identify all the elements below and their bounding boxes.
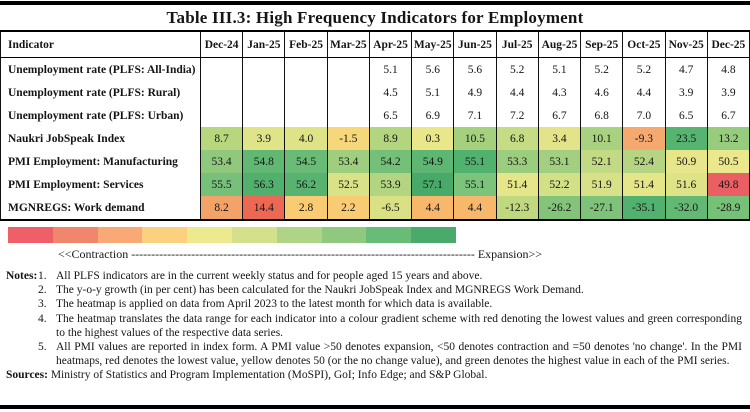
header-month: Sep-25 [580, 32, 622, 57]
data-cell: 6.8 [496, 127, 538, 150]
legend-swatch [53, 227, 98, 243]
data-cell: 53.4 [200, 150, 242, 173]
header-month: Jun-25 [453, 32, 495, 57]
data-cell: 3.9 [665, 81, 707, 104]
data-cell: 4.4 [496, 81, 538, 104]
note-item [38, 269, 742, 283]
data-cell: 4.0 [284, 127, 326, 150]
data-cell: 54.9 [411, 150, 453, 173]
data-cell: 54.2 [369, 150, 411, 173]
data-cell: 5.1 [369, 58, 411, 81]
data-cell: 4.4 [411, 196, 453, 219]
legend-swatch [187, 227, 232, 243]
data-cell: 4.9 [453, 81, 495, 104]
table-title: Table III.3: High Frequency Indicators for Employment [166, 8, 584, 27]
legend-strip [8, 227, 456, 243]
data-cell: 52.2 [538, 173, 580, 196]
data-cell: 50.9 [665, 150, 707, 173]
data-cell: 6.5 [665, 104, 707, 127]
data-cell: 52.4 [622, 150, 664, 173]
data-cell: -27.1 [580, 196, 622, 219]
bottom-rule [0, 405, 750, 409]
data-cell: 6.7 [707, 104, 749, 127]
header-month: Aug-25 [538, 32, 580, 57]
top-rule [0, 1, 750, 5]
data-cell: 51.9 [580, 173, 622, 196]
data-cell: 2.8 [284, 196, 326, 219]
data-cell [327, 104, 369, 127]
notes-label: Notes: [6, 270, 38, 282]
header-month: Dec-24 [200, 32, 242, 57]
note-text: The y-o-y growth (in per cent) has been calculated for the Naukri JobSpeak Index and MGNREGS Work Demand. [56, 284, 584, 297]
data-cell [200, 104, 242, 127]
note-item [38, 297, 742, 311]
note-number: 5. [38, 341, 47, 354]
data-cell: 4.7 [665, 58, 707, 81]
note-number: 4. [38, 312, 47, 325]
data-cell: 4.5 [369, 81, 411, 104]
data-cell: 7.2 [496, 104, 538, 127]
note-text: The heatmap translates the data range for each indicator into a colour gradient scheme with red denoting the lowest values and green corresponding to the highest values of the respective data series. [56, 312, 742, 339]
data-cell: 56.2 [284, 173, 326, 196]
data-cell: 52.5 [327, 173, 369, 196]
data-cell: 52.1 [580, 150, 622, 173]
table-row [0, 58, 750, 81]
note-item [38, 340, 742, 368]
sources-label: Sources: [6, 369, 48, 382]
data-cell: 53.9 [369, 173, 411, 196]
data-cell: 4.8 [707, 58, 749, 81]
data-cell: 23.5 [665, 127, 707, 150]
data-cell [327, 81, 369, 104]
data-cell: 6.8 [580, 104, 622, 127]
data-cell: 4.4 [453, 196, 495, 219]
data-cell [242, 58, 284, 81]
legend-swatch [277, 227, 322, 243]
data-cell: 4.3 [538, 81, 580, 104]
header-month: Jul-25 [496, 32, 538, 57]
row-label: PMI Employment: Services [1, 173, 200, 196]
table-row [0, 104, 750, 127]
header-month: Nov-25 [665, 32, 707, 57]
data-cell: -12.3 [496, 196, 538, 219]
header-month: Mar-25 [327, 32, 369, 57]
header-month: Feb-25 [284, 32, 326, 57]
data-cell: 3.9 [707, 81, 749, 104]
legend-swatch [366, 227, 411, 243]
table-row [0, 196, 750, 219]
data-cell: 49.8 [707, 173, 749, 196]
note-number: 3. [38, 298, 47, 311]
data-cell: 53.1 [538, 150, 580, 173]
data-cell: 10.5 [453, 127, 495, 150]
note-number: 1. [38, 270, 47, 282]
note-text: All PLFS indicators are in the current weekly status and for people aged 15 years and above. [56, 270, 483, 282]
data-cell [242, 81, 284, 104]
data-cell [284, 81, 326, 104]
header-month: Dec-25 [707, 32, 749, 57]
table-row [0, 173, 750, 196]
notes-list [6, 269, 742, 368]
data-cell: 5.1 [538, 58, 580, 81]
legend-swatch [98, 227, 143, 243]
data-cell: 14.4 [242, 196, 284, 219]
data-cell: 6.5 [369, 104, 411, 127]
header-indicator: Indicator [1, 32, 200, 57]
legend-swatch [411, 227, 456, 243]
data-cell [200, 81, 242, 104]
row-label: Naukri JobSpeak Index [1, 127, 200, 150]
data-cell: -32.0 [665, 196, 707, 219]
row-label: Unemployment rate (PLFS: All-India) [1, 58, 200, 81]
data-cell [200, 58, 242, 81]
data-cell: -26.2 [538, 196, 580, 219]
data-cell: 7.1 [453, 104, 495, 127]
header-month: Jan-25 [242, 32, 284, 57]
legend-caption: <<Contraction -------------------------------------------------------------------------------------- Expansion>> [58, 247, 543, 261]
data-cell: 4.6 [580, 81, 622, 104]
data-cell: 50.5 [707, 150, 749, 173]
data-cell: 3.9 [242, 127, 284, 150]
data-cell: 53.4 [327, 150, 369, 173]
table-row [0, 81, 750, 104]
data-cell [284, 58, 326, 81]
row-label: Unemployment rate (PLFS: Rural) [1, 81, 200, 104]
data-cell: 5.1 [411, 81, 453, 104]
row-label: Unemployment rate (PLFS: Urban) [1, 104, 200, 127]
table-header-row [0, 32, 750, 58]
sources-line [6, 368, 742, 382]
data-cell: 4.4 [622, 81, 664, 104]
data-cell: -6.5 [369, 196, 411, 219]
data-cell: 5.6 [453, 58, 495, 81]
row-label: PMI Employment: Manufacturing [1, 150, 200, 173]
data-cell: 8.9 [369, 127, 411, 150]
data-cell: 13.2 [707, 127, 749, 150]
data-cell: 51.4 [496, 173, 538, 196]
note-text: The heatmap is applied on data from April 2023 to the latest month for which data is available. [56, 298, 493, 311]
data-cell: 55.5 [200, 173, 242, 196]
indicator-table [0, 30, 750, 221]
data-cell: 5.2 [622, 58, 664, 81]
row-label: MGNREGS: Work demand [1, 196, 200, 219]
header-month: May-25 [411, 32, 453, 57]
data-cell: 5.2 [580, 58, 622, 81]
data-cell: 5.6 [411, 58, 453, 81]
header-month: Apr-25 [369, 32, 411, 57]
table-body [0, 58, 750, 219]
data-cell: 56.3 [242, 173, 284, 196]
data-cell: 8.7 [200, 127, 242, 150]
note-text: All PMI values are reported in index form. A PMI value >50 denotes expansion, <50 denotes contraction and =50 denotes 'no change'. In the PMI heatmaps, red denotes the lowest value, yellow denotes 50 (or the no change value), and green denotes the highest value in each of the PMI series. [56, 341, 742, 368]
data-cell: -28.9 [707, 196, 749, 219]
data-cell [284, 104, 326, 127]
notes-block [0, 269, 750, 368]
data-cell: 55.1 [453, 173, 495, 196]
data-cell: 10.1 [580, 127, 622, 150]
data-cell: 55.1 [453, 150, 495, 173]
data-cell: 2.2 [327, 196, 369, 219]
data-cell: 3.4 [538, 127, 580, 150]
table-row [0, 150, 750, 173]
data-cell: -35.1 [622, 196, 664, 219]
data-cell [327, 58, 369, 81]
data-cell: -9.3 [622, 127, 664, 150]
data-cell: 54.5 [284, 150, 326, 173]
data-cell: 54.8 [242, 150, 284, 173]
legend-swatch [142, 227, 187, 243]
data-cell: 7.0 [622, 104, 664, 127]
data-cell: 0.3 [411, 127, 453, 150]
data-cell: 6.9 [411, 104, 453, 127]
data-cell: 5.2 [496, 58, 538, 81]
table-row [0, 127, 750, 150]
data-cell: 6.7 [538, 104, 580, 127]
note-number: 2. [38, 284, 47, 297]
data-cell: 57.1 [411, 173, 453, 196]
legend-swatch [322, 227, 367, 243]
data-cell: 8.2 [200, 196, 242, 219]
note-item [38, 312, 742, 340]
data-cell: 53.3 [496, 150, 538, 173]
legend-swatch [232, 227, 277, 243]
data-cell [242, 104, 284, 127]
data-cell: -1.5 [327, 127, 369, 150]
data-cell: 51.4 [622, 173, 664, 196]
data-cell: 51.6 [665, 173, 707, 196]
header-month: Oct-25 [622, 32, 664, 57]
legend-swatch [8, 227, 53, 243]
sources-text: Ministry of Statistics and Program Implementation (MoSPI), GoI; Info Edge; and S&P Global. [50, 369, 488, 382]
note-item [38, 283, 742, 297]
